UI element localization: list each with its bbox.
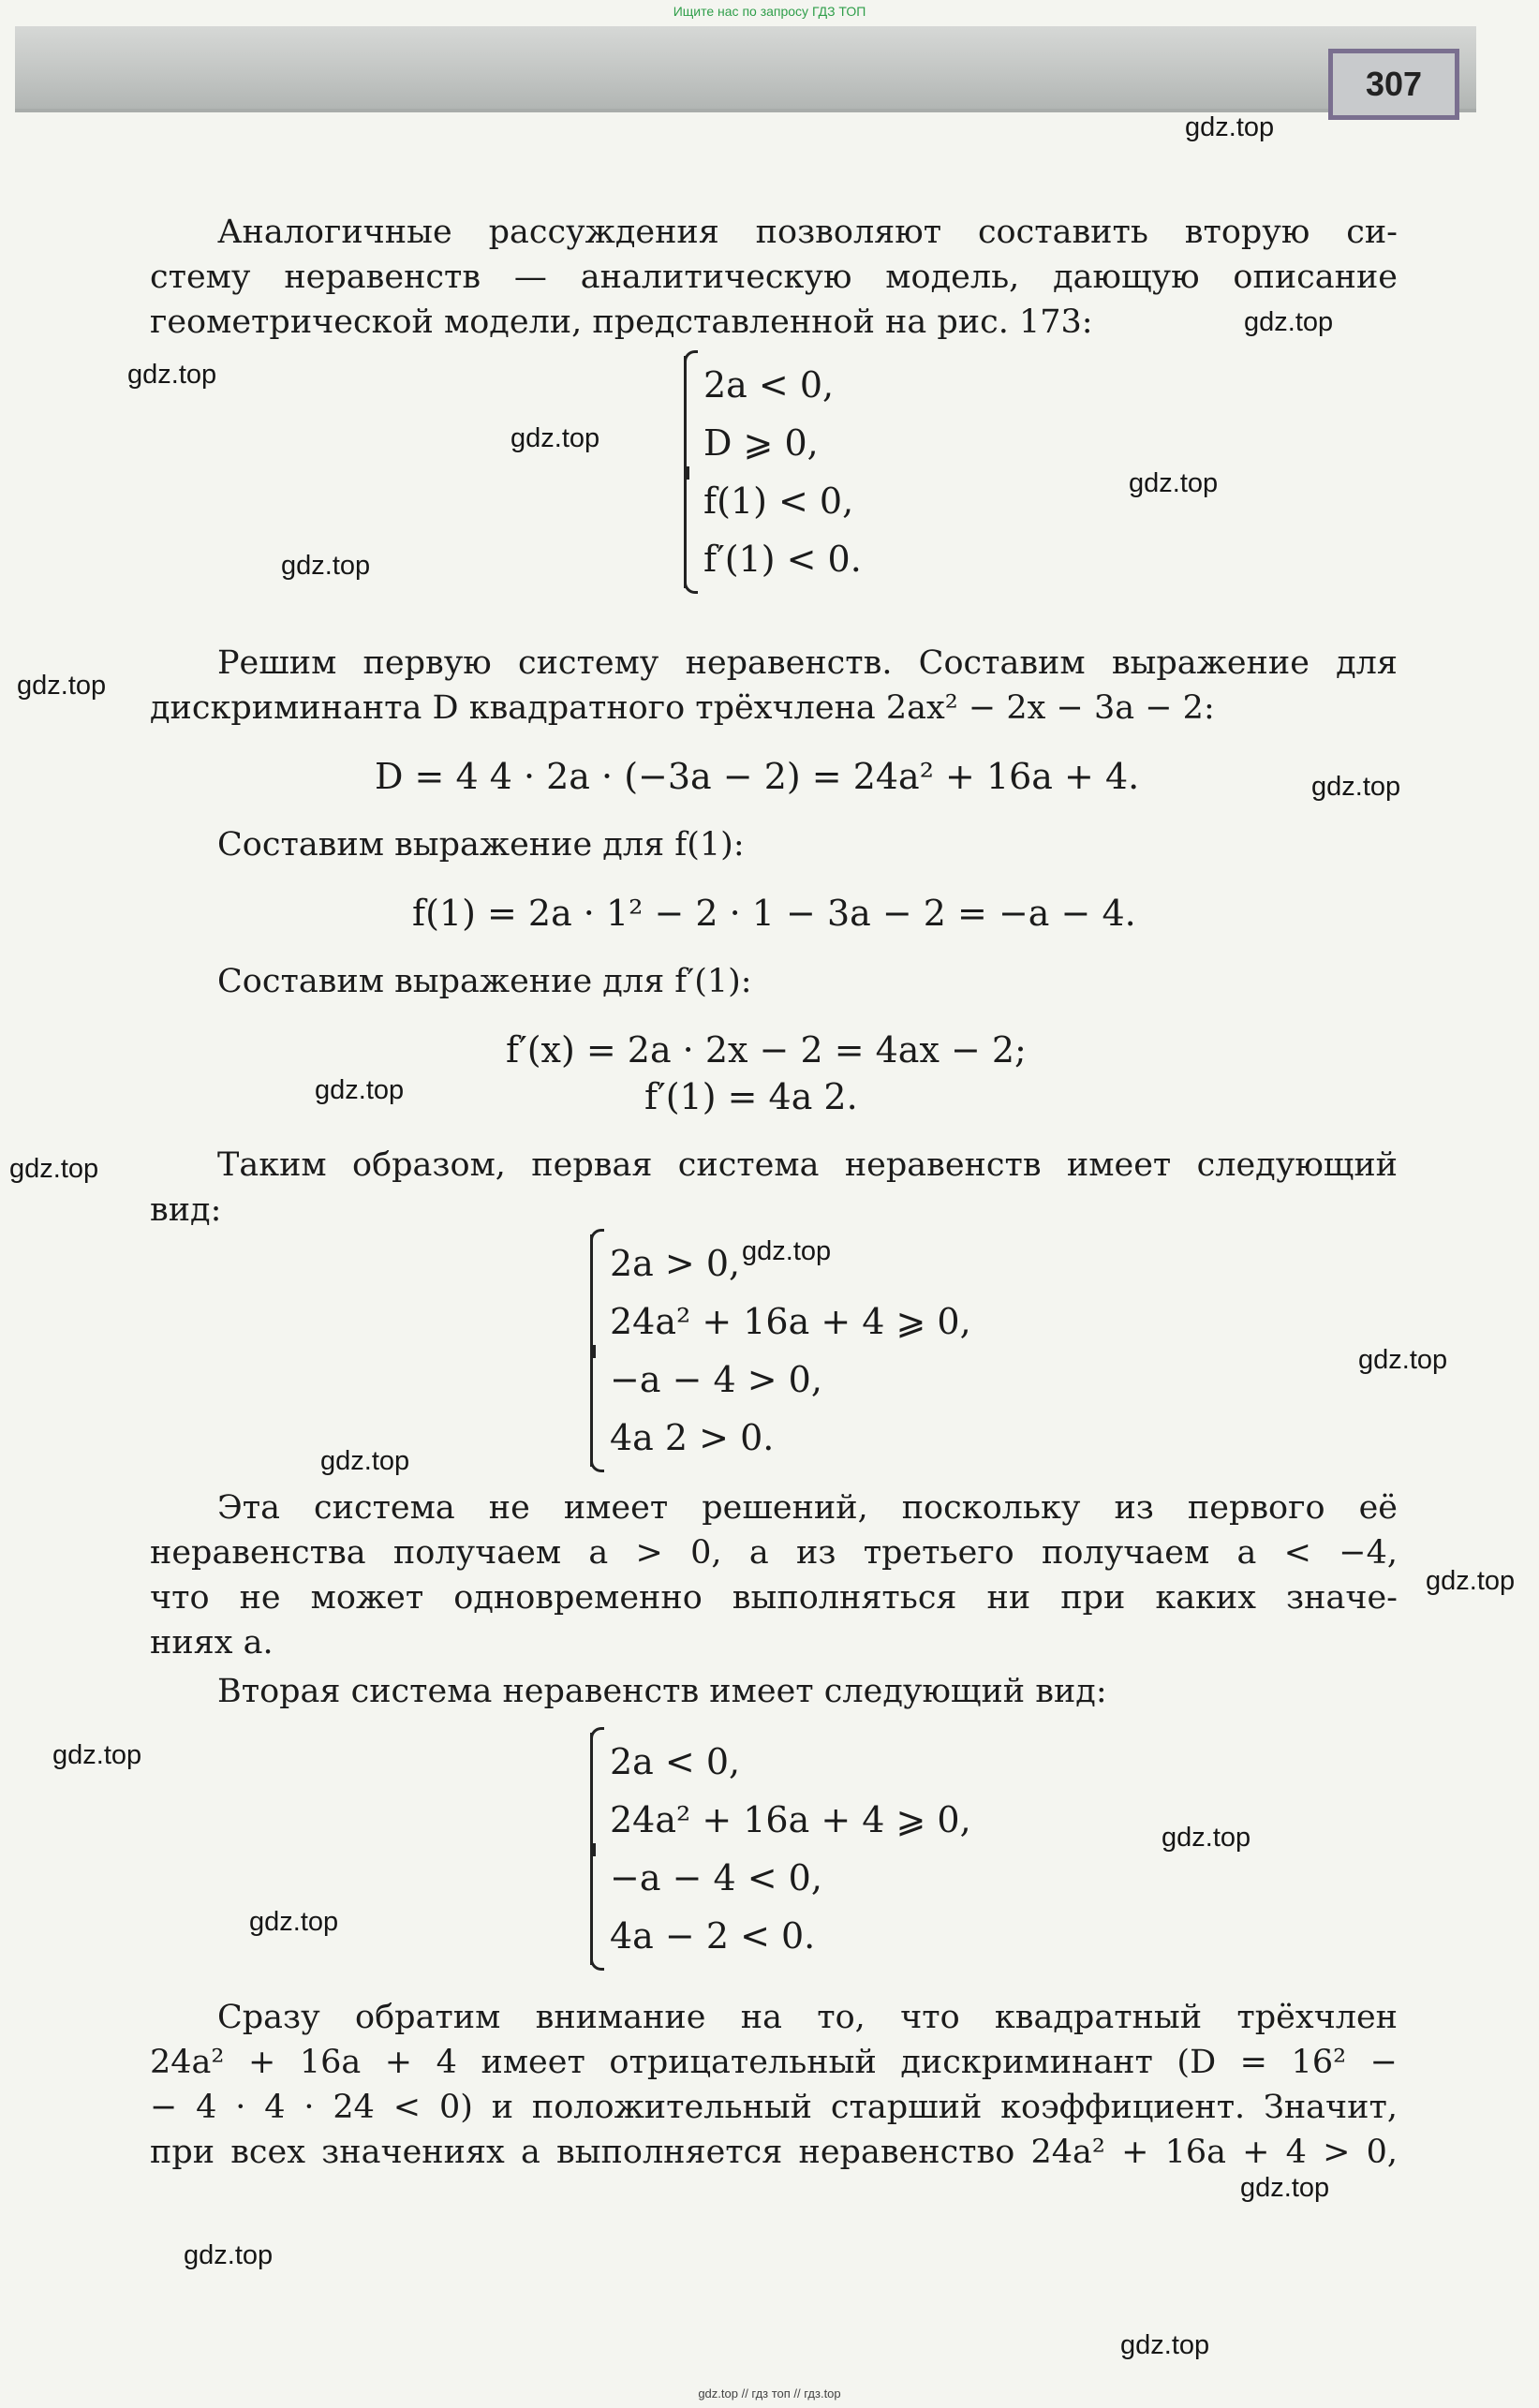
watermark: gdz.top [1426, 1566, 1516, 1596]
watermark: gdz.top [127, 360, 217, 390]
system-second-row: −a − 4 < 0, [610, 1857, 822, 1898]
p6-line-1: Эта система не имеет решений, поскольку из первого её [217, 1489, 1398, 1527]
p2-line-1: Решим первую систему неравенств. Составим выражение для [217, 644, 1398, 682]
system-model-row: D ⩾ 0, [703, 422, 819, 464]
p8-line-3: − 4 · 4 · 24 < 0) и положительный старший коэффициент. Значит, [150, 2089, 1398, 2126]
p8-line-1: Сразу обратим внимание на то, что квадратный трёхчлен [217, 1999, 1398, 2036]
p4-line: Составим выражение для f′(1): [217, 963, 752, 1000]
p3-line: Составим выражение для f(1): [217, 826, 745, 864]
watermark: gdz.top [1358, 1345, 1448, 1375]
system-second [590, 1733, 971, 1965]
formula-discriminant: D = 4 4 · 2a · (−3a − 2) = 24a² + 16a + 4. [375, 756, 1140, 797]
system-second-row: 4a − 2 < 0. [610, 1915, 816, 1957]
system-second-row: 2a < 0, [610, 1741, 741, 1782]
watermark: gdz.top [249, 1907, 339, 1937]
p1-line-1: Аналогичные рассуждения позволяют составить вторую си- [217, 214, 1398, 251]
formula-fprime-x: f′(x) = 2a · 2x − 2 = 4ax − 2; [506, 1029, 1027, 1071]
system-first-row: −a − 4 > 0, [610, 1359, 822, 1400]
brace-point [576, 1843, 596, 1856]
footer-note: gdz.top // гдз топ // гдз.top [698, 2386, 841, 2401]
formula-f1: f(1) = 2a · 1² − 2 · 1 − 3a − 2 = −a − 4. [412, 893, 1136, 934]
watermark: gdz.top [17, 671, 107, 701]
p6-line-4: ниях a. [150, 1624, 274, 1662]
watermark: gdz.top [9, 1154, 99, 1184]
p1-line-3: геометрической модели, представленной на рис. 173: [150, 303, 1093, 341]
page-header-band [15, 26, 1476, 112]
watermark: gdz.top [1240, 2173, 1330, 2203]
page-number: 307 [1328, 49, 1459, 120]
p5-line-1: Таким образом, первая система неравенств имеет следующий [217, 1146, 1398, 1184]
system-model [684, 356, 862, 588]
brace-point [576, 1345, 596, 1358]
p5-line-2: вид: [150, 1191, 222, 1229]
watermark: gdz.top [1244, 307, 1334, 337]
p8-line-4: при всех значениях a выполняется неравенство 24a² + 16a + 4 > 0, [150, 2134, 1398, 2171]
system-model-row: f(1) < 0, [703, 480, 854, 522]
top-banner: Ищите нас по запросу ГДЗ ТОП [673, 4, 866, 19]
formula-fprime-1: f′(1) = 4a 2. [644, 1076, 858, 1117]
watermark: gdz.top [1311, 772, 1401, 802]
system-first [590, 1234, 971, 1467]
system-first-row: 4a 2 > 0. [610, 1417, 775, 1458]
p1-line-2: стему неравенств — аналитическую модель, дающую описание [150, 259, 1398, 296]
watermark: gdz.top [281, 551, 371, 581]
system-second-row: 24a² + 16a + 4 ⩾ 0, [610, 1799, 971, 1840]
watermark: gdz.top [1162, 1823, 1251, 1853]
system-model-row: f′(1) < 0. [703, 539, 862, 580]
watermark: gdz.top [742, 1236, 832, 1266]
p7-line: Вторая система неравенств имеет следующий вид: [217, 1673, 1107, 1710]
watermark: gdz.top [511, 423, 600, 453]
p6-line-2: неравенства получаем a > 0, а из третьего получаем a < −4, [150, 1534, 1398, 1572]
watermark: gdz.top [1185, 112, 1275, 142]
p8-line-2: 24a² + 16a + 4 имеет отрицательный дискриминант (D = 16² − [150, 2044, 1398, 2081]
p2-line-2: дискриминанта D квадратного трёхчлена 2ax² − 2x − 3a − 2: [150, 689, 1215, 727]
watermark: gdz.top [52, 1740, 142, 1770]
watermark: gdz.top [315, 1075, 405, 1105]
system-first-row: 2a > 0, [610, 1243, 741, 1284]
brace-point [670, 466, 689, 480]
watermark: gdz.top [320, 1446, 410, 1476]
watermark: gdz.top [1120, 2330, 1210, 2360]
watermark: gdz.top [184, 2240, 274, 2270]
p6-line-3: что не может одновременно выполняться ни при каких значе- [150, 1579, 1398, 1617]
system-first-row: 24a² + 16a + 4 ⩾ 0, [610, 1301, 971, 1342]
watermark: gdz.top [1129, 468, 1219, 498]
system-model-row: 2a < 0, [703, 364, 835, 406]
